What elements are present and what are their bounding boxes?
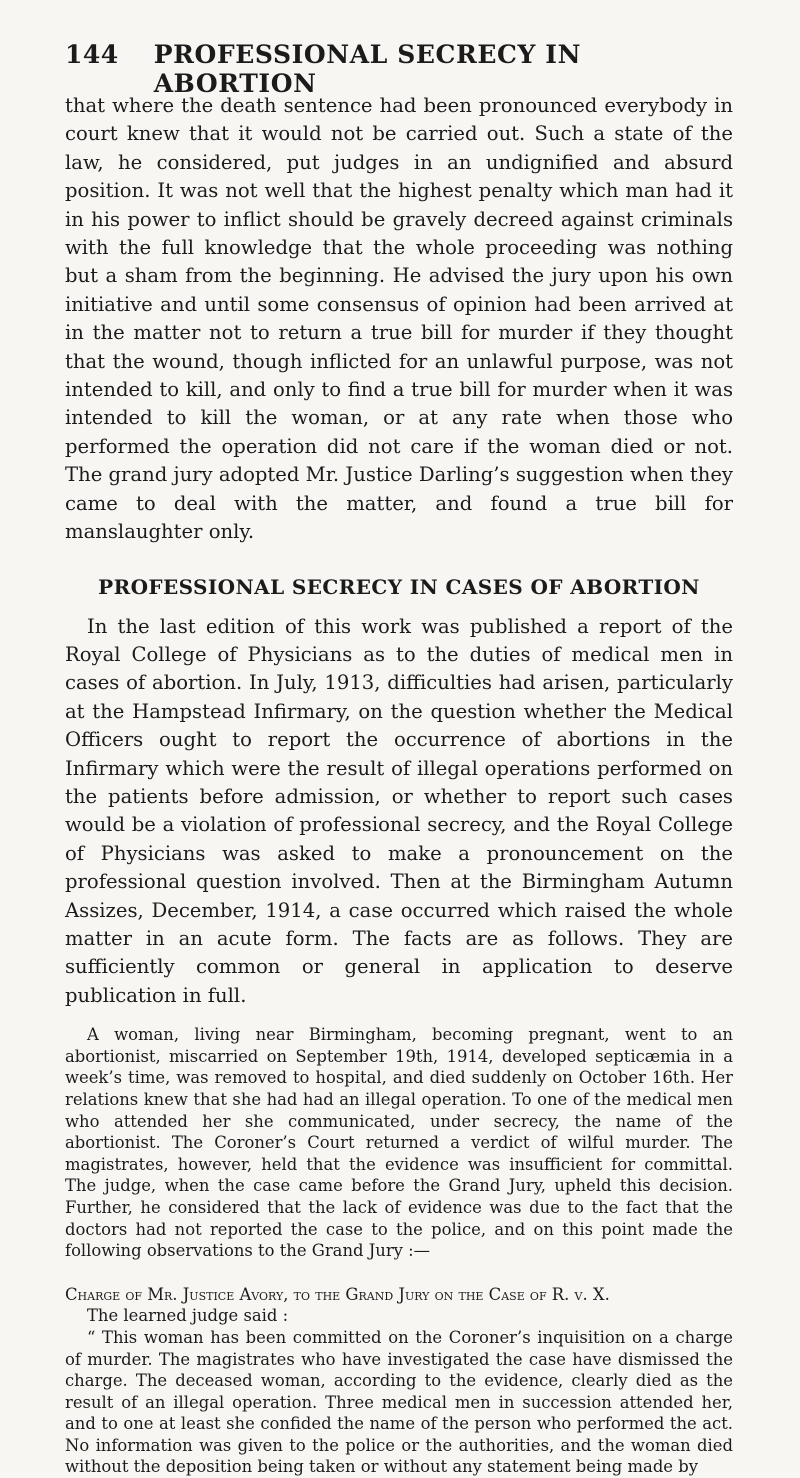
charge-heading: Charge of Mr. Justice Avory, to the Grand Jury on the Case of R. v. X.: [65, 1284, 610, 1304]
paragraph-continuation: that where the death sentence had been pronounced everybody in court knew that it would not be carried out. Such a state of the law, he considered, put judges in an undignified and absurd position. It was not well that the highest penalty which man had it in his power to inflict should be gravely decreed against criminals with the full knowledge that the whole proceeding was nothing but a sham from the beginning. He advised the jury upon his own initiative and until some consensus of opinion had been arrived at in the matter not to return a true bill for murder if they thought that the wound, though inflicted for an unlawful purpose, was not intended to kill, and only to find a true bill for murder when it was intended to kill the woman, or at any rate when those who performed the operation did not care if the woman died or not. The grand jury adopted Mr. Justice Darling’s suggestion when they came to deal with the matter, and found a true bill for manslaughter only.: [65, 94, 734, 544]
paragraph-abortion-secrecy: In the last edition of this work was published a report of the Royal College of Physicians as to the duties of medical men in cases of abortion. In July, 1913, difficulties had arisen, particularly at the Hampstead Infirmary, on the question whether the Medical Officers ought to report the occurrence of abortions in the Infirmary which were the result of illegal operations performed on the patients before admission, or whether to report such cases would be a violation of professional secrecy, and the Royal College of Physicians was asked to make a pronouncement on the professional question involved. Then at the Birmingham Autumn Assizes, December, 1914, a case occurred which raised the whole matter in an acute form. The facts are as follows. They are sufficiently common or general in application to deserve publication in full.: [65, 614, 733, 1007]
section-heading: PROFESSIONAL SECRECY IN CASES OF ABORTION: [98, 574, 700, 599]
running-title: PROFESSIONAL SECRECY IN ABORTION: [153, 40, 582, 98]
charge-quote: “ This woman has been committed on the Coroner’s inquisition on a charge of murder. The magistrates who have investigated the case have dismissed the charge. The deceased woman, according to the evidence, clearly died as the result of an illegal operation. Three medical men in succession attended her, and to one at least she confided the name of the person who performed the act. No information was given to the police or the authorities, and the woman died without the deposition being taken or without any statement being made by: [65, 1327, 733, 1477]
book-page: [65, 40, 733, 1478]
page-number: 144: [65, 40, 119, 69]
charge-intro: The learned judge said :: [87, 1306, 289, 1326]
running-head: [65, 40, 733, 98]
case-facts-paragraph: A woman, living near Birmingham, becoming pregnant, went to an abortionist, miscarried on September 19th, 1914, developed septicæmia in a week’s time, was removed to hospital, and died suddenly on October 16th. Her relations knew that she had had an illegal operation. To one of the medical men who attended her she communicated, under secrecy, the name of the abortionist. The Coroner’s Court returned a verdict of wilful murder. The magistrates, however, held that the evidence was insufficient for committal. The judge, when the case came before the Grand Jury, upheld this decision. Further, he considered that the lack of evidence was due to the fact that the doctors had not reported the case to the police, and on this point made the following observations to the Grand Jury :—: [65, 1025, 733, 1261]
